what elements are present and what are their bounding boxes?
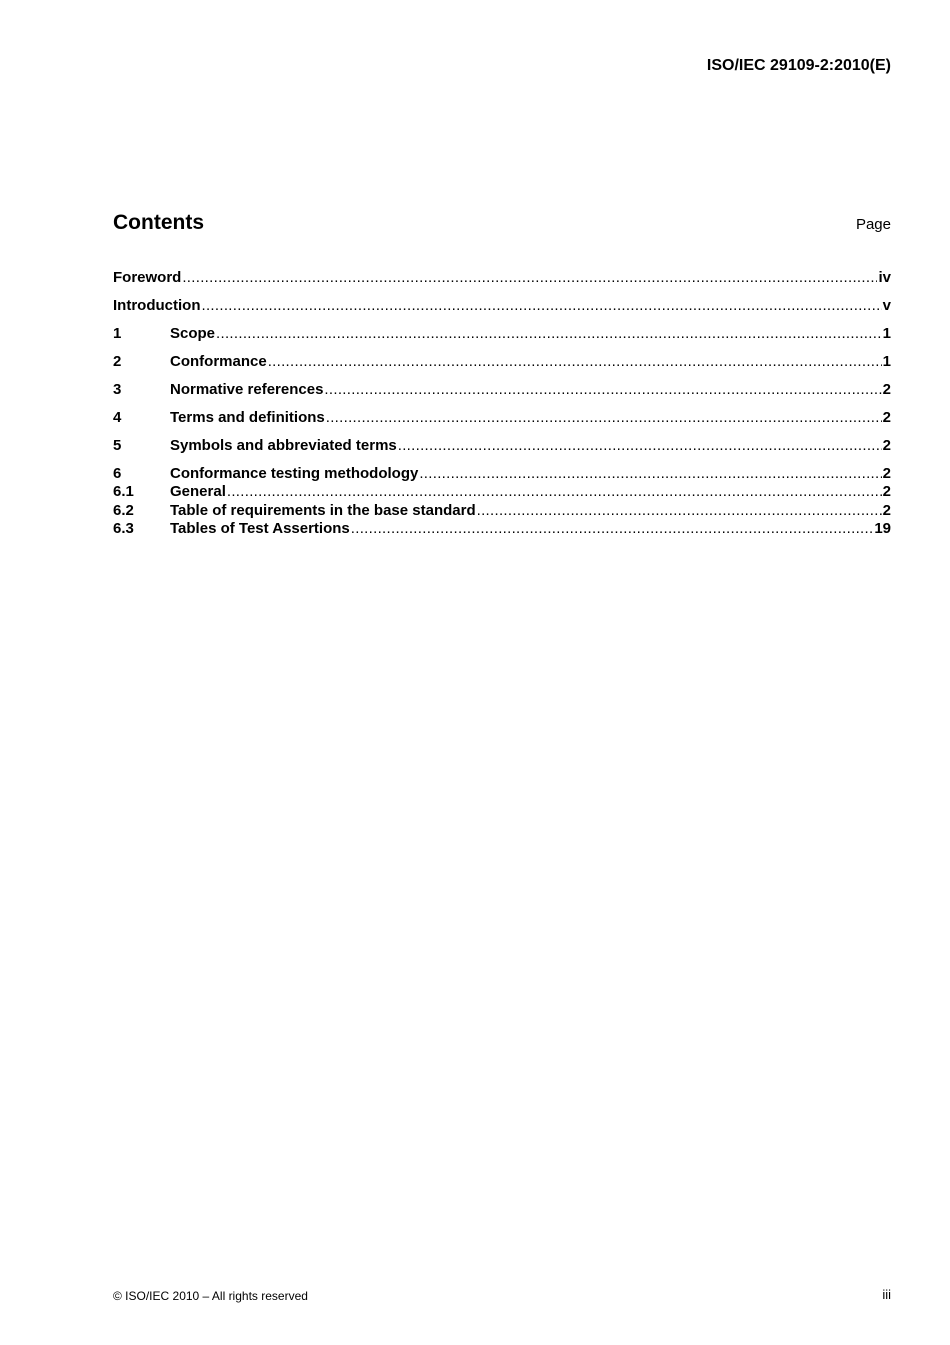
toc-entry-tables-of-test-assertions[interactable] bbox=[113, 519, 891, 539]
toc-entry-title: Terms and definitions bbox=[170, 409, 325, 426]
toc-entry-page: v bbox=[882, 297, 891, 314]
document-identifier: ISO/IEC 29109-2:2010(E) bbox=[706, 57, 891, 74]
toc-entry-normative-references[interactable] bbox=[113, 380, 891, 400]
toc-entry-general[interactable] bbox=[113, 482, 891, 502]
toc-entry-title: Conformance testing methodology bbox=[170, 465, 419, 482]
toc-leader-dots bbox=[216, 324, 882, 344]
toc-entry-page: 19 bbox=[874, 520, 891, 537]
footer-copyright: © ISO/IEC 2010 – All rights reserved bbox=[113, 1289, 308, 1303]
toc-entry-number: 1 bbox=[113, 325, 122, 342]
toc-entry-conformance-testing-methodology[interactable] bbox=[113, 464, 891, 484]
toc-entry-page: 2 bbox=[882, 409, 891, 426]
toc-entry-symbols-and-abbreviated-terms[interactable] bbox=[113, 436, 891, 456]
toc-leader-dots bbox=[324, 380, 881, 400]
toc-leader-dots bbox=[227, 482, 882, 502]
toc-entry-page: 2 bbox=[882, 465, 891, 482]
toc-leader-dots bbox=[351, 519, 874, 539]
toc-entry-page: 2 bbox=[882, 483, 891, 500]
contents-heading: Contents bbox=[113, 211, 204, 234]
toc-entry-number: 3 bbox=[113, 381, 122, 398]
toc-entry-number: 2 bbox=[113, 353, 122, 370]
toc-leader-dots bbox=[268, 352, 882, 372]
toc-entry-foreword[interactable] bbox=[113, 268, 891, 288]
toc-entry-title: General bbox=[170, 483, 226, 500]
toc-entry-number: 6 bbox=[113, 465, 122, 482]
toc-entry-title: Foreword bbox=[113, 269, 182, 286]
toc-leader-dots bbox=[182, 268, 877, 288]
toc-entry-number: 6.1 bbox=[113, 483, 134, 500]
toc-entry-title: Tables of Test Assertions bbox=[170, 520, 350, 537]
footer-page-number: iii bbox=[882, 1287, 891, 1302]
toc-entry-page: 1 bbox=[882, 353, 891, 370]
toc-entry-title: Normative references bbox=[170, 381, 324, 398]
toc-entry-number: 6.2 bbox=[113, 502, 134, 519]
toc-entry-page: 2 bbox=[882, 381, 891, 398]
toc-leader-dots bbox=[419, 464, 881, 484]
toc-entry-conformance[interactable] bbox=[113, 352, 891, 372]
toc-entry-page: 2 bbox=[882, 437, 891, 454]
toc-entry-title: Introduction bbox=[113, 297, 201, 314]
toc-entry-title: Symbols and abbreviated terms bbox=[170, 437, 397, 454]
toc-entry-number: 5 bbox=[113, 437, 122, 454]
toc-entry-table-of-requirements[interactable] bbox=[113, 501, 891, 521]
toc-entry-number: 4 bbox=[113, 409, 122, 426]
toc-entry-title: Scope bbox=[170, 325, 216, 342]
toc-leader-dots bbox=[477, 501, 882, 521]
page-column-label: Page bbox=[855, 216, 891, 233]
toc-entry-page: 2 bbox=[882, 502, 891, 519]
toc-leader-dots bbox=[201, 296, 881, 316]
toc-leader-dots bbox=[326, 408, 882, 428]
toc-entry-title: Table of requirements in the base standard bbox=[170, 502, 476, 519]
toc-entry-scope[interactable] bbox=[113, 324, 891, 344]
toc-entry-page: 1 bbox=[882, 325, 891, 342]
toc-entry-number: 6.3 bbox=[113, 520, 134, 537]
toc-entry-introduction[interactable] bbox=[113, 296, 891, 316]
toc-entry-title: Conformance bbox=[170, 353, 267, 370]
toc-entry-page: iv bbox=[878, 269, 891, 286]
toc-entry-terms-and-definitions[interactable] bbox=[113, 408, 891, 428]
toc-leader-dots bbox=[398, 436, 882, 456]
